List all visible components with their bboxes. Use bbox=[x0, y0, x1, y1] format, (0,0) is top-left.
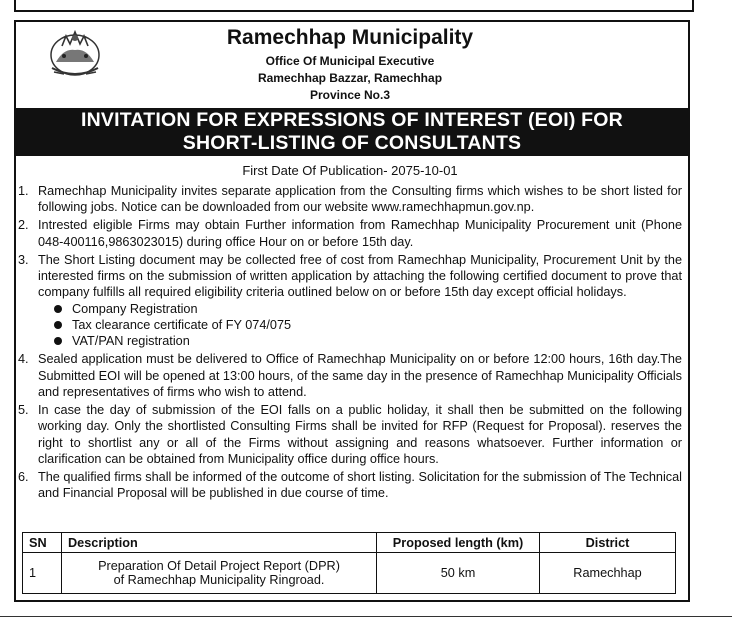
table-header-row bbox=[23, 533, 676, 553]
notice-item-3: 3. The Short Listing document may be collected free of cost from Ramechhap Municipality, Procurement Unit by the interested firms on the submission of written application by attaching the following certified document to prove that company fulfills all required eligibility criteria outlined below on or before 15th day except official holidays. Company Registration Tax clearance certificate of FY 074/075 VAT/PAN registration bbox=[18, 252, 682, 349]
bullet-icon bbox=[54, 321, 62, 329]
office-line: Office Of Municipal Executive bbox=[265, 54, 435, 68]
banner-line-1: INVITATION FOR EXPRESSIONS OF INTEREST (EOI) FOR bbox=[81, 109, 623, 131]
page-divider bbox=[0, 616, 732, 617]
description-header: Description bbox=[62, 533, 377, 553]
bullet-icon bbox=[54, 337, 62, 345]
list-item: VAT/PAN registration bbox=[38, 333, 682, 349]
required-documents-list bbox=[38, 301, 682, 350]
list-item: Tax clearance certificate of FY 074/075 bbox=[38, 317, 682, 333]
previous-notice-frame bbox=[14, 0, 694, 12]
notice-item-4: 4. Sealed application must be delivered to Office of Ramechhap Municipality on or before 12:00 hours, 16th day.The Submitted EOI will be opened at 13:00 hours, of the same day in the presence of Ramechhap Municipality Officials and representatives of firms who wish to attend. bbox=[18, 352, 682, 399]
jobs-table bbox=[22, 532, 676, 594]
district-header: District bbox=[540, 533, 676, 553]
publication-date: First Date Of Publication- 2075-10-01 bbox=[242, 163, 458, 178]
notice-items bbox=[16, 183, 682, 503]
municipality-title: Ramechhap Municipality bbox=[226, 26, 474, 49]
description-cell: Preparation Of Detail Project Report (DPR) of Ramechhap Municipality Ringroad. bbox=[62, 553, 377, 594]
district-cell: Ramechhap bbox=[540, 553, 676, 594]
sn-header: SN bbox=[23, 533, 62, 553]
notice-item-2: 2. Intrested eligible Firms may obtain Further information from Ramechhap Municipality Procurement unit (Phone 048-400116,9863023015) during office Hour on or before 15th day. bbox=[18, 218, 682, 249]
table-row bbox=[23, 553, 676, 594]
bullet-icon bbox=[54, 305, 62, 313]
notice-item-6: 6. The qualified firms shall be informed of the outcome of short listing. Solicitation for the submission of The Technical and Financial Proposal will be published in due course of time. bbox=[18, 470, 682, 501]
notice-item-1: 1. Ramechhap Municipality invites separate application from the Consulting firms which wishes to be short listed for following jobs. Notice can be downloaded from our website www.ramechhapmun.gov.np. bbox=[18, 184, 682, 215]
sn-cell: 1 bbox=[23, 553, 62, 594]
length-header: Proposed length (km) bbox=[377, 533, 540, 553]
eoi-banner bbox=[16, 108, 688, 156]
nepal-emblem-icon bbox=[44, 24, 106, 82]
banner-line-2: SHORT-LISTING OF CONSULTANTS bbox=[182, 132, 522, 154]
length-cell: 50 km bbox=[377, 553, 540, 594]
notice-item-5: 5. In case the day of submission of the EOI falls on a public holiday, it shall then be submitted on the following working day. Only the shortlisted Consulting Firms shall be invited for RFP (Request for Proposal). reserves the right to shortlist any or all of the Firms without assigning and reasons whatsoever. Further information or clarification can be obtained from Municipality office during office hours. bbox=[18, 403, 682, 466]
address-line: Ramechhap Bazzar, Ramechhap bbox=[257, 71, 443, 85]
list-item: Company Registration bbox=[38, 301, 682, 317]
province-line: Province No.3 bbox=[309, 88, 391, 102]
